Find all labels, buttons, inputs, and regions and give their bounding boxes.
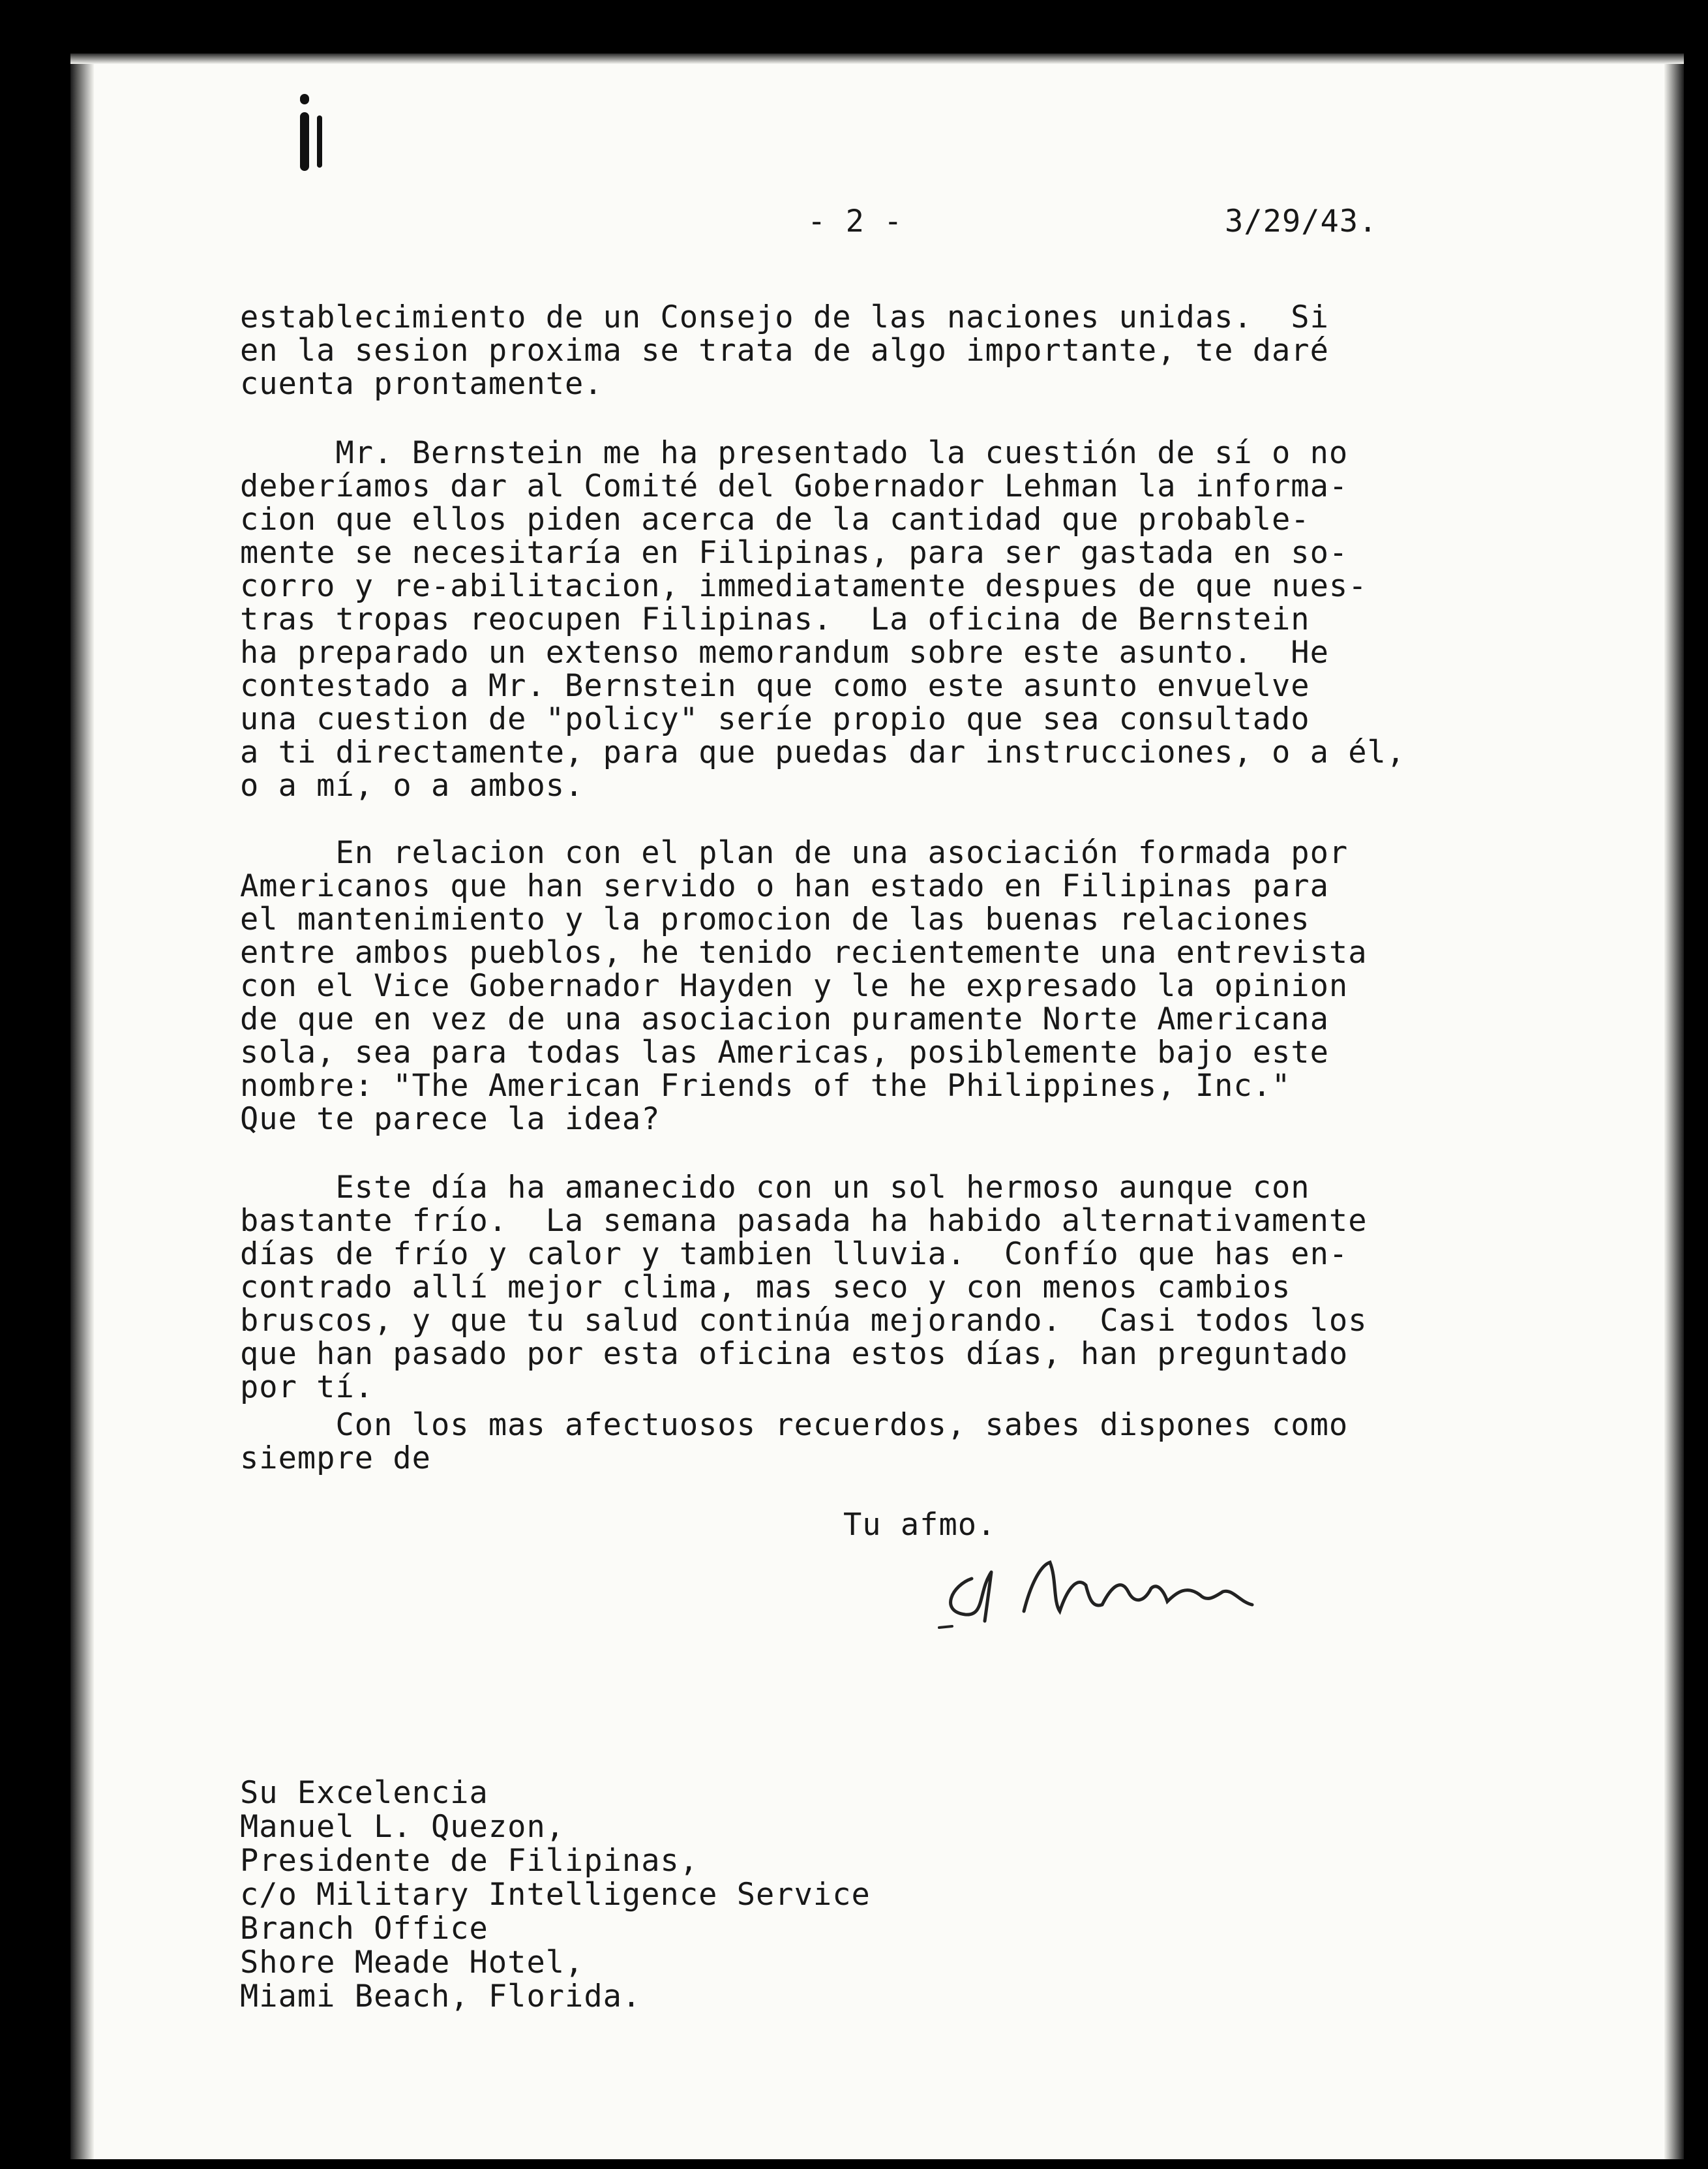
- body-paragraph: Este día ha amanecido con un sol hermoso aunque con bastante frío. La semana pasada ha habido alternativamente días de frío y calor y tambien lluvia. Confío que has en- contrado allí mejor clima, mas seco y con menos cambios bruscos, y que tu salud continúa mejorando. Casi todos los que han pasado por esta oficina estos días, han preguntado por tí.: [240, 1170, 1368, 1405]
- body-paragraph: En relacion con el plan de una asociación formada por Americanos que han servido o han estado en Filipinas para el mantenimiento y la promocion de las buenas relaciones entre ambos pueblos, he tenido recientemente una entrevista con el Vice Gobernador Hayden y le he expresado la opinion de que en vez de una asociacion puramente Norte Americana sola, sea para todas las Americas, posiblemente bajo este nombre: "The American Friends of the Philippines, Inc." Que te parece la idea?: [240, 835, 1368, 1137]
- body-paragraph: Con los mas afectuosos recuerdos, sabes dispones como siempre de: [240, 1407, 1349, 1476]
- recipient-address: Su Excelencia Manuel L. Quezon, Presidente de Filipinas, c/o Military Intelligence Service Branch Office Shore Meade Hotel, Miami Beach, Florida.: [240, 1775, 871, 2014]
- punch-mark: [300, 94, 309, 104]
- punch-mark: [317, 115, 322, 168]
- page-edge-right: [1664, 53, 1684, 2159]
- page-edge-left: [70, 53, 94, 2159]
- letter-date: 3/29/43.: [1225, 204, 1378, 239]
- closing-salutation: Tu afmo.: [843, 1507, 996, 1543]
- page-edge-top: [70, 53, 1684, 64]
- body-paragraph: establecimiento de un Consejo de las naciones unidas. Si en la sesion proxima se trata de algo importante, te daré cuenta prontamente.: [240, 299, 1329, 402]
- body-paragraph: Mr. Bernstein me ha presentado la cuestión de sí o no deberíamos dar al Comité del Gobernador Lehman la informa- cion que ellos piden acerca de la cantidad que probable- mente se necesitaría en Filipinas, para ser gastada en so- corro y re-abilitacion, immediatamente despues de que nues- tras tropas reocupen Filipinas. La oficina de Bernstein ha preparado un extenso memorandum sobre este asunto. He contestado a Mr. Bernstein que como este asunto envuelve una cuestion de "policy" seríe propio que sea consultado a ti directamente, para que puedas dar instrucciones, o a él, o a mí, o a ambos.: [240, 435, 1406, 804]
- handwritten-signature: [926, 1540, 1291, 1637]
- page-number: - 2 -: [807, 204, 903, 239]
- punch-mark: [300, 112, 309, 171]
